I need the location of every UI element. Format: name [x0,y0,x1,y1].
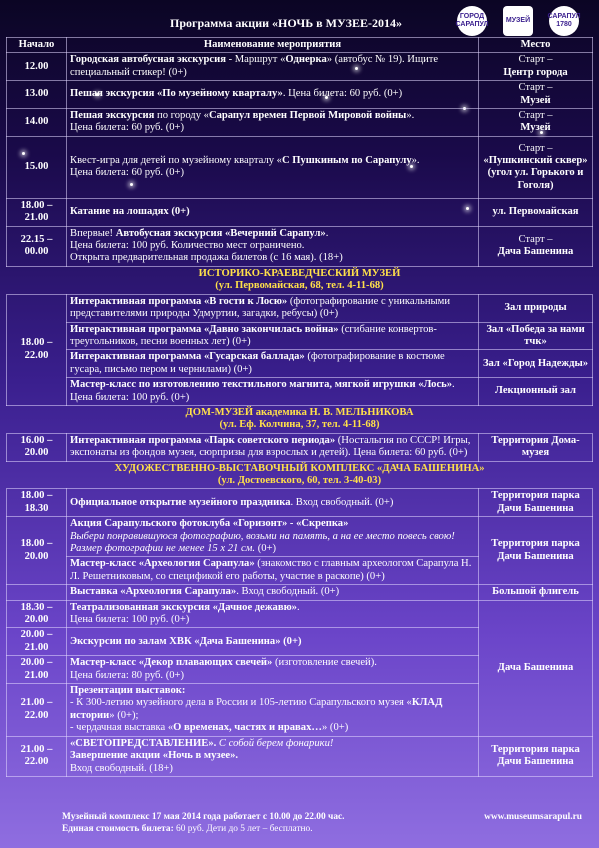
time-cell: 20.00 – 21.00 [7,628,67,656]
event-cell [67,136,479,198]
place-cell [479,294,593,322]
place-text: Музей [520,122,551,134]
table-row [7,136,593,198]
event-text: (фотографирование в костюме гусара, письмо пером и чернилами) (0+) [70,351,445,375]
col-name: Наименование мероприятия [67,38,479,53]
event-text: - Маршрут « [225,54,286,66]
event-text: . [296,601,300,613]
event-title: Мастер-класс «Археология Сарапула» [70,558,255,570]
place-text: Старт – [518,142,553,154]
place-cell [479,136,593,198]
time-cell: 21.00 – 22.00 [7,684,67,737]
event-title: Интерактивная программа «Парк советского периода» [70,434,336,446]
event-text: (Ностальгия по СССР! Игры, экспонаты из фондов музея, сюрпризы для взрослых и детей). Цена билета: 60 руб. (0+) [70,434,471,459]
time-cell: 13.00 [7,81,67,109]
table-row [7,109,593,137]
event-cell [67,517,479,557]
event-title: Выставка «Археология Сарапула» [70,586,237,598]
section-address: (ул. Достоевского, 60, тел. 3-40-03) [217,474,382,486]
event-text: . Цена билета: 60 руб. (0+) [282,88,403,100]
place-text: Зал природы [504,301,567,313]
time-cell: 18.30 – 20.00 [7,600,67,628]
place-text: ул. Первомайская [492,206,579,218]
place-cell [479,378,593,406]
time-cell: 20.00 – 21.00 [7,656,67,684]
event-cell [67,109,479,137]
place-text: Старт – [518,110,553,122]
event-cell [67,557,479,585]
event-title: Сарапул времен Первой Мировой войны [208,110,407,122]
place-text: Музей [520,94,551,106]
place-text: Территория Дома-музея [491,434,580,459]
place-text: «Пушкинский сквер» (угол ул. Горького и Гоголя) [483,154,588,191]
table-row [7,81,593,109]
event-text: (фотографирование с уникальными представителями природы Удмуртии, загадки, ребусы) (0+) [70,295,450,320]
place-text: Территория парка Дачи Башенина [491,743,580,768]
event-text: ». [411,154,420,166]
event-title: Мастер-класс по изготовлению текстильного магнита, мягкой игрушки «Лось» [70,379,453,391]
event-text: Квест-игра для детей по музейному кварталу « [70,154,282,166]
event-text: Открыта предварительная продажа билетов (с 16 мая). (18+) [70,252,343,264]
place-text: Старт – [518,233,553,245]
event-text: Впервые! [70,227,116,239]
section-header [7,461,593,489]
section-address: (ул. Первомайская, 68, тел. 4-11-68) [215,280,384,292]
event-cell [67,226,479,266]
col-place: Место [479,38,593,53]
event-cell [67,350,479,378]
place-cell [479,517,593,585]
event-title: Пешая экскурсия «По музейному кварталу» [70,88,283,100]
place-cell [479,53,593,81]
event-cell [67,198,479,226]
event-cell [67,322,479,350]
table-row [7,294,593,322]
place-text: Центр города [503,66,568,78]
time-cell: 18.00 – 20.00 [7,517,67,585]
section-name: ИСТОРИКО-КРАЕВЕДЧЕСКИЙ МУЗЕЙ [198,267,401,279]
place-text: Дача Башенина [497,246,574,258]
event-title: Интерактивная программа «Гусарская баллада» [70,351,305,363]
event-title: Городская автобусная экскурсия [70,54,226,66]
time-cell: 18.00 – 21.00 [7,198,67,226]
place-text: Дача Башенина [497,661,574,673]
event-title: Мастер-класс «Декор плавающих свечей» [70,657,273,669]
footer-price-label: Единая стоимость билета: [62,823,174,834]
event-text: . Цена билета: 100 руб. (0+) [70,379,455,403]
table-row [7,433,593,461]
place-cell [479,109,593,137]
place-cell [479,433,593,461]
event-text: . [325,227,329,239]
event-cell [67,53,479,81]
table-row [7,350,593,378]
section-address: (ул. Еф. Колчина, 37, тел. 4-11-68) [219,419,380,431]
event-text: - чердачная выставка « [70,722,174,734]
time-cell: 15.00 [7,136,67,198]
event-text: » (0+); [109,709,139,721]
event-text: . Вход свободный. (0+) [236,586,340,598]
event-cell [67,378,479,406]
logo-city: ГОРОД САРАПУЛ [457,6,487,36]
place-text: Территория парка Дачи Башенина [491,490,580,514]
event-title: КЛАД истории [70,697,443,721]
place-text: Старт – [518,54,553,66]
place-cell [479,350,593,378]
event-cell [67,656,479,684]
event-title: Катание на лошадях (0+) [70,206,190,218]
table-row [7,322,593,350]
table-row [7,517,593,557]
event-title: Презентации выставок: [70,685,186,697]
section-name: ХУДОЖЕСТВЕННО-ВЫСТАВОЧНЫЙ КОМПЛЕКС «ДАЧА БАШЕНИНА» [114,462,485,474]
event-text: Цена билета: 100 руб. Количество мест ограничено. [70,240,305,252]
event-title: С Пушкиным по Сарапулу [281,154,412,166]
page-header [0,6,599,36]
place-text: Зал «Город Надежды» [482,357,589,369]
time-cell: 12.00 [7,53,67,81]
event-text: по городу « [154,110,209,122]
time-cell [7,585,67,600]
page-title: Программа акции «НОЧЬ в МУЗЕЕ-2014» [170,16,402,30]
event-cell [67,433,479,461]
event-text: » (0+) [321,722,349,734]
event-text: (знакомство с главным археологом Сарапула Н. Л. Решетниковым, со спецификой его работы, участие в раскопе) (0+) [70,558,472,582]
event-text: Цена билета: 100 руб. (0+) [70,614,190,626]
table-row [7,600,593,628]
time-cell: 18.00 – 22.00 [7,294,67,405]
place-cell [479,226,593,266]
table-row [7,378,593,406]
event-text: (сгибание конвертов-треугольников, песни военных лет) (0+) [70,323,437,347]
event-title: О временах, частях и нравах… [173,722,322,734]
event-cell [67,600,479,628]
table-row [7,198,593,226]
event-text: Цена билета: 80 руб. (0+) [70,669,185,681]
event-title: Экскурсии по залам ХВК «Дача Башенина» (0+) [70,635,302,647]
section-name: ДОМ-МУЗЕЙ академика Н. В. МЕЛЬНИКОВА [185,406,414,418]
event-cell [67,294,479,322]
event-cell [67,81,479,109]
place-cell [479,585,593,600]
col-start: Начало [7,38,67,53]
place-cell [479,322,593,350]
event-cell [67,489,479,517]
event-cell [67,585,479,600]
event-text: (0+) [255,543,277,554]
section-header [7,266,593,294]
event-title: Акция Сарапульского фотоклуба «Горизонт» - «Скрепка» [70,518,349,530]
event-cell [67,736,479,776]
place-text: Территория парка Дачи Башенина [491,538,580,562]
table-row [7,53,593,81]
event-title: Пешая экскурсия [70,110,155,122]
time-cell: 21.00 – 22.00 [7,736,67,776]
logo-museum: МУЗЕЙ [503,6,533,36]
event-title: Интерактивная программа «В гости к Лосю» [70,295,288,307]
place-text: Старт – [518,82,553,94]
table-row [7,736,593,776]
event-title: Автобусная экскурсия «Вечерний Сарапул» [115,227,326,239]
time-cell: 22.15 – 00.00 [7,226,67,266]
event-title: «СВЕТОПРЕДСТАВЛЕНИЕ». [70,737,217,749]
table-row [7,489,593,517]
section-title [7,461,593,489]
logo-sarapul: САРАПУЛ 1780 [549,6,579,36]
program-table [6,37,593,777]
section-title [7,405,593,433]
event-text: Выбери понравившуюся фотографию, возьми на память, а на ее место повесь свою! Размер фотографии не менее 15 х 21 см. [70,530,455,554]
place-cell [479,600,593,736]
place-cell [479,489,593,517]
event-text: - К 300-летию музейного дела в России и 105-летию Сарапульского музея « [70,697,412,709]
event-title: Однерка [285,54,327,66]
section-header [7,405,593,433]
event-title: Театрализованная экскурсия «Дачное дежавю» [70,601,297,613]
time-cell: 18.00 – 18.30 [7,489,67,517]
table-row [7,226,593,266]
event-text: Вход свободный. (18+) [70,762,173,774]
place-text: Зал «Победа за нами тчк» [486,323,585,347]
place-cell [479,81,593,109]
time-cell: 16.00 – 20.00 [7,433,67,461]
time-cell: 14.00 [7,109,67,137]
place-text: Большой флигель [492,586,579,598]
footer [62,812,582,835]
event-cell [67,684,479,737]
event-cell [67,628,479,656]
place-cell [479,198,593,226]
website-link[interactable]: www.museumsarapul.ru [484,812,582,822]
event-text: С собой берем фонарики! [216,737,334,749]
event-text: Цена билета: 60 руб. (0+) [70,167,185,179]
event-text: ». [406,110,415,122]
footer-hours: Музейный комплекс 17 мая 2014 года работает с 10.00 до 22.00 час. [62,812,345,822]
event-title: Интерактивная программа «Давно закончилась война» [70,323,339,335]
event-text: (изготовление свечей). [272,657,377,669]
event-title: Завершение акции «Ночь в музее». [70,750,239,762]
place-text: Лекционный зал [495,385,576,397]
table-header-row [7,38,593,53]
table-row [7,585,593,600]
event-text: . Вход свободный. (0+) [290,496,394,508]
footer-price: 60 руб. Дети до 5 лет – бесплатно. [173,823,313,834]
event-title: Официальное открытие музейного праздника [70,496,291,508]
section-title [7,266,593,294]
place-cell [479,736,593,776]
event-text: Цена билета: 60 руб. (0+) [70,122,185,134]
event-text: » (автобус № 19). Ищите специальный стикер! (0+) [70,54,439,78]
